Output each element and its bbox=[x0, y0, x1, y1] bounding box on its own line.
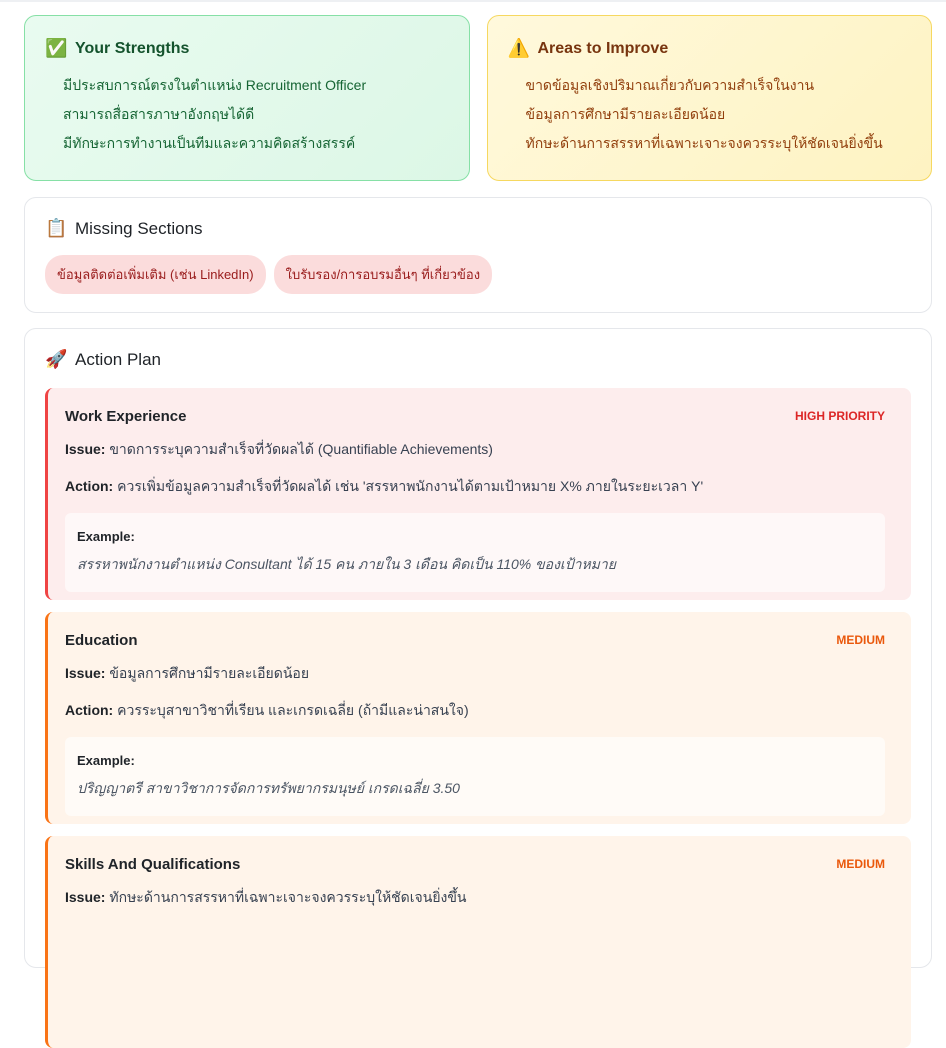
priority-badge: MEDIUM bbox=[836, 857, 885, 871]
rocket-icon: 🚀 bbox=[45, 349, 68, 370]
missing-chip: ข้อมูลติดต่อเพิ่มเติม (เช่น LinkedIn) bbox=[45, 255, 266, 294]
strength-item: สามารถสื่อสารภาษาอังกฤษได้ดี bbox=[63, 106, 255, 122]
missing-title: Missing Sections bbox=[75, 218, 203, 238]
improve-item: ทักษะด้านการสรรหาที่เฉพาะเจาะจงควรระบุให้ชัดเจนยิ่งขึ้น bbox=[525, 135, 883, 151]
check-box-icon: ✅ bbox=[45, 38, 68, 59]
strength-item: มีทักษะการทำงานเป็นทีมและความคิดสร้างสรรค์ bbox=[63, 135, 356, 151]
example-box: Example: สรรหาพนักงานตำแหน่ง Consultant ได้ 15 คน ภายใน 3 เดือน คิดเป็น 110% ของเป้าหมาย bbox=[65, 513, 885, 592]
improve-item: ขาดข้อมูลเชิงปริมาณเกี่ยวกับความสำเร็จในงาน bbox=[525, 77, 815, 93]
action-plan-card bbox=[24, 328, 932, 968]
action-item bbox=[45, 612, 911, 824]
priority-badge: HIGH PRIORITY bbox=[794, 409, 885, 423]
action-item bbox=[45, 836, 911, 1048]
clipboard-icon: 📋 bbox=[45, 218, 68, 239]
action-item bbox=[45, 388, 911, 600]
issue-line: Issue: ขาดการระบุความสำเร็จที่วัดผลได้ (Quantifiable Achievements) bbox=[65, 441, 493, 457]
action-item-section: Work Experience bbox=[65, 408, 187, 425]
improve-title: Areas to Improve bbox=[537, 39, 669, 57]
improve-card bbox=[487, 15, 933, 181]
issue-line: Issue: ข้อมูลการศึกษามีรายละเอียดน้อย bbox=[65, 665, 310, 681]
action-item-section: Skills And Qualifications bbox=[65, 856, 241, 873]
priority-badge: MEDIUM bbox=[836, 633, 885, 647]
action-line: Action: ควรเพิ่มข้อมูลความสำเร็จที่วัดผลได้ เช่น 'สรรหาพนักงานได้ตามเป้าหมาย X% ภายในระยะเวลา Y' bbox=[65, 478, 704, 494]
strengths-card bbox=[24, 15, 470, 181]
missing-sections-card bbox=[24, 197, 932, 313]
issue-line: Issue: ทักษะด้านการสรรหาที่เฉพาะเจาะจงควรระบุให้ชัดเจนยิ่งขึ้น bbox=[65, 889, 467, 905]
missing-chip: ใบรับรอง/การอบรมอื่นๆ ที่เกี่ยวข้อง bbox=[274, 255, 492, 294]
strengths-title: Your Strengths bbox=[75, 39, 190, 57]
action-line: Action: ควรระบุสาขาวิชาที่เรียน และเกรดเฉลี่ย (ถ้ามีและน่าสนใจ) bbox=[65, 702, 469, 718]
strength-item: มีประสบการณ์ตรงในตำแหน่ง Recruitment Officer bbox=[63, 77, 367, 93]
example-box: Example: ปริญญาตรี สาขาวิชาการจัดการทรัพยากรมนุษย์ เกรดเฉลี่ย 3.50 bbox=[65, 737, 885, 816]
warning-icon: ⚠️ bbox=[507, 38, 530, 59]
action-item-section: Education bbox=[65, 632, 138, 649]
action-plan-title: Action Plan bbox=[75, 349, 161, 369]
improve-item: ข้อมูลการศึกษามีรายละเอียดน้อย bbox=[525, 106, 726, 122]
